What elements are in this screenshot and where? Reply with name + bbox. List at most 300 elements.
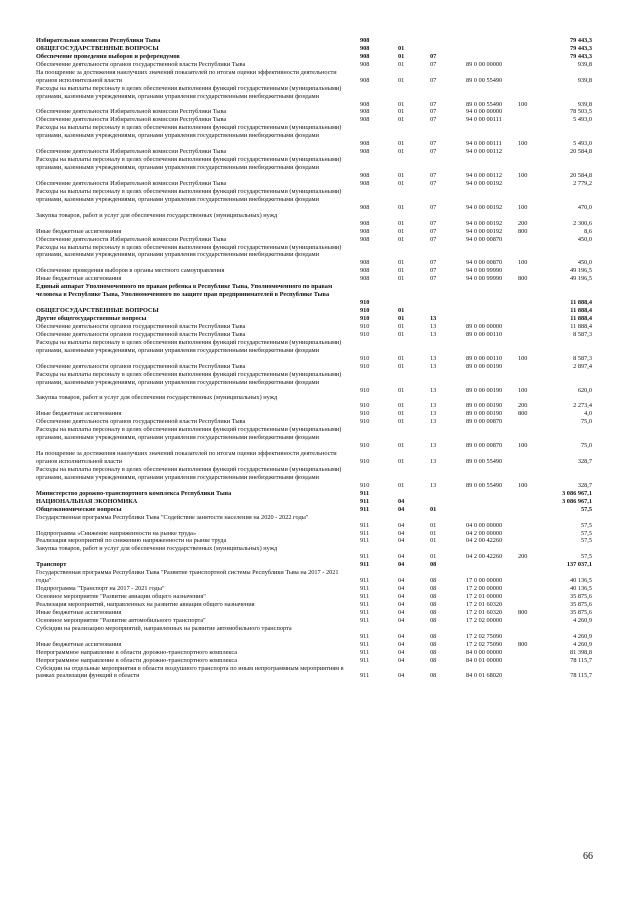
row-expense-type: 200 [518,219,528,227]
row-name: Обеспечение деятельности органов государственной власти Республики Тыва [36,362,246,370]
row-vedomstvo: 910 [360,307,370,315]
row-expense-type: 200 [518,402,528,410]
row-podrazdel: 13 [430,386,437,394]
table-row [36,585,592,593]
row-target: 89 0 00 00110 [466,330,502,338]
table-row [36,625,592,641]
page-number: 66 [583,851,593,862]
row-name: ОБЩЕГОСУДАРСТВЕННЫЕ ВОПРОСЫ [36,307,159,315]
row-sum: 2 300,6 [573,219,592,227]
table-row [36,394,592,410]
row-podrazdel: 07 [430,148,437,156]
row-vedomstvo: 911 [360,553,370,561]
table-row [36,450,592,466]
row-expense-type: 800 [518,227,528,235]
row-vedomstvo: 911 [360,632,370,640]
row-razdel: 01 [398,172,405,180]
row-razdel: 01 [398,60,405,68]
row-vedomstvo: 908 [360,116,370,124]
table-row [36,569,592,585]
row-vedomstvo: 911 [360,672,370,680]
table-row [36,37,592,45]
row-podrazdel: 08 [430,632,437,640]
row-razdel: 01 [398,481,405,489]
row-name: Государственная программа Республики Тыва "Развитие транспортной системы Республики Тыва на 2017 - 2021 годы" [36,569,339,585]
row-razdel: 01 [398,275,405,283]
table-row [36,617,592,625]
row-podrazdel: 01 [430,553,437,561]
row-sum: 35 875,6 [569,600,592,608]
table-row [36,490,592,498]
row-target: 89 0 00 55490 [466,100,503,108]
row-vedomstvo: 910 [360,410,370,418]
row-target: 89 0 00 00190 [466,410,503,418]
table-row [36,180,592,188]
row-sum: 57,5 [580,529,592,537]
row-vedomstvo: 908 [360,44,370,52]
row-target: 89 0 00 00110 [466,354,502,362]
row-podrazdel: 07 [430,172,437,180]
row-name: Расходы на выплаты персоналу в целях обеспечения выполнения функций государственными (муниципальными) органами, казенными учреждениями, органами управления государственными внебюджетными фондами [36,84,342,100]
row-name: Непрограммное направление в области дорожно-транспортного комплекса [36,648,237,656]
row-razdel: 01 [398,386,405,394]
row-expense-type: 800 [518,608,528,616]
row-target: 94 0 00 00192 [466,227,503,235]
row-target: 94 0 00 99990 [466,275,503,283]
row-sum: 4 260,9 [573,616,592,624]
row-vedomstvo: 911 [360,585,370,593]
row-vedomstvo: 908 [360,60,370,68]
row-podrazdel: 07 [430,267,437,275]
row-sum: 79 443,3 [569,37,592,44]
row-sum: 57,5 [580,521,592,529]
row-vedomstvo: 911 [360,521,370,529]
row-sum: 8 587,3 [573,354,592,362]
row-name: Иные бюджетные ассигнования [36,275,122,283]
row-name: Реализация мероприятий, направленных на развитие авиации общего назначения [36,600,255,608]
row-podrazdel: 13 [430,362,437,370]
row-razdel: 04 [398,640,405,648]
row-vedomstvo: 911 [360,648,370,656]
row-sum: 79 443,3 [569,44,592,52]
row-sum: 939,8 [577,100,592,108]
row-sum: 328,7 [577,458,592,466]
row-sum: 2 273,4 [573,402,592,410]
table-row [36,339,592,363]
table-row [36,363,592,371]
table-row [36,148,592,156]
row-vedomstvo: 910 [360,315,370,323]
row-vedomstvo: 910 [360,362,370,370]
row-podrazdel: 13 [430,354,437,362]
row-target: 89 0 00 00190 [466,386,503,394]
row-razdel: 01 [398,140,405,148]
row-name: Обеспечение деятельности Избирательной комиссии Республики Тыва [36,108,227,116]
row-target: 89 0 00 55490 [466,481,503,489]
row-podrazdel: 07 [430,235,437,243]
table-row [36,85,592,109]
table-row [36,530,592,538]
row-vedomstvo: 910 [360,402,370,410]
row-sum: 3 086 967,1 [562,489,592,497]
row-expense-type: 100 [518,172,528,180]
table-row [36,537,592,545]
row-podrazdel: 07 [430,259,437,267]
table-row [36,498,592,506]
row-sum: 470,0 [577,203,592,211]
row-podrazdel: 08 [430,616,437,624]
row-razdel: 01 [398,322,405,330]
row-podrazdel: 08 [430,577,437,585]
row-name: Расходы на выплаты персоналу в целях обеспечения выполнения функций государственными (муниципальными) органами, казенными учреждениями, органами управления государственными внебюджетными фондами [36,465,342,481]
row-expense-type: 200 [518,553,528,561]
row-sum: 137 037,1 [566,561,592,569]
row-razdel: 04 [398,505,405,513]
table-row [36,561,592,569]
row-podrazdel: 07 [430,140,437,148]
row-sum: 5 493,0 [573,116,592,124]
row-name: ОБЩЕГОСУДАРСТВЕННЫЕ ВОПРОСЫ [36,44,159,52]
row-sum: 79 443,3 [569,52,592,60]
row-name: Основное мероприятие "Развитие авиации общего назначения" [36,593,206,601]
row-razdel: 01 [398,315,405,323]
row-target: 94 0 00 00112 [466,148,502,156]
row-name: Закупка товаров, работ и услуг для обеспечения государственных (муниципальных) нужд [36,211,278,219]
table-row [36,418,592,426]
row-name: Основное мероприятие "Развитие автомобильного транспорта" [36,616,206,624]
row-vedomstvo: 910 [360,386,370,394]
row-name: Закупка товаров, работ и услуг для обеспечения государственных (муниципальных) нужд [36,394,278,402]
row-vedomstvo: 911 [360,561,370,569]
row-target: 04 2 00 00000 [466,529,503,537]
row-razdel: 01 [398,116,405,124]
row-name: Субсидии на реализацию мероприятий, направленных на развитие автомобильного транспорта [36,624,292,632]
row-expense-type: 100 [518,203,528,211]
row-vedomstvo: 911 [360,529,370,537]
row-vedomstvo: 908 [360,275,370,283]
row-vedomstvo: 908 [360,267,370,275]
row-sum: 40 136,5 [569,577,592,585]
table-row [36,466,592,490]
row-name: Обеспечение деятельности Избирательной комиссии Республики Тыва [36,148,227,156]
row-name: Обеспечение проведения выборов в органы местного самоуправления [36,267,225,275]
table-row [36,69,592,85]
row-name: На поощрение за достижения наилучших значений показателей по итогам оценки эффективности деятельности органов исполнительной власти [36,450,337,466]
table-row [36,212,592,228]
row-target: 94 0 00 00870 [466,235,503,243]
row-podrazdel: 13 [430,402,437,410]
row-sum: 11 888,4 [570,307,592,315]
row-vedomstvo: 910 [360,481,370,489]
row-podrazdel: 13 [430,315,437,323]
row-vedomstvo: 910 [360,458,370,466]
row-vedomstvo: 908 [360,52,370,60]
row-name: Обеспечение деятельности органов государственной власти Республики Тыва [36,418,246,426]
row-razdel: 01 [398,179,405,187]
row-vedomstvo: 911 [360,656,370,664]
row-name: Расходы на выплаты персоналу в целях обеспечения выполнения функций государственными (муниципальными) органами, казенными учреждениями, органами управления государственными внебюджетными фондами [36,338,342,354]
row-expense-type: 100 [518,259,528,267]
row-sum: 75,0 [580,442,592,450]
row-podrazdel: 13 [430,442,437,450]
row-vedomstvo: 911 [360,505,370,513]
row-vedomstvo: 911 [360,489,370,497]
row-vedomstvo: 911 [360,640,370,648]
row-podrazdel: 01 [430,529,437,537]
row-podrazdel: 13 [430,410,437,418]
row-name: Расходы на выплаты персоналу в целях обеспечения выполнения функций государственными (муниципальными) органами, казенными учреждениями, органами управления государственными внебюджетными фондами [36,124,342,140]
row-sum: 5 493,0 [573,140,592,148]
row-razdel: 01 [398,203,405,211]
row-vedomstvo: 910 [360,330,370,338]
row-sum: 40 136,5 [569,585,592,593]
row-podrazdel: 01 [430,537,437,545]
row-vedomstvo: 910 [360,322,370,330]
row-target: 94 0 00 00192 [466,203,503,211]
row-name: Обеспечение деятельности органов государственной власти Республики Тыва [36,60,246,68]
row-expense-type: 100 [518,100,528,108]
row-vedomstvo: 908 [360,179,370,187]
row-target: 94 0 00 00192 [466,179,503,187]
table-row [36,108,592,116]
row-sum: 328,7 [577,481,592,489]
row-podrazdel: 13 [430,322,437,330]
row-sum: 49 196,5 [569,275,592,283]
row-razdel: 04 [398,585,405,593]
row-podrazdel: 07 [430,60,437,68]
row-name: Избирательная комиссия Республики Тыва [36,37,161,44]
row-razdel: 01 [398,362,405,370]
row-name: Другие общегосударственные вопросы [36,315,147,323]
row-vedomstvo: 910 [360,418,370,426]
row-podrazdel: 07 [430,100,437,108]
row-name: Подпрограмма «Снижение напряженности на рынке труда» [36,529,197,537]
row-target: 04 0 00 00000 [466,521,503,529]
row-vedomstvo: 908 [360,37,370,44]
row-razdel: 04 [398,632,405,640]
row-name: Министерство дорожно-транспортного комплекса Республики Тыва [36,489,232,497]
row-vedomstvo: 908 [360,76,370,84]
row-vedomstvo: 911 [360,608,370,616]
row-target: 17 2 02 00000 [466,616,503,624]
row-expense-type: 100 [518,481,528,489]
row-razdel: 01 [398,44,405,52]
row-razdel: 01 [398,100,405,108]
table-row [36,601,592,609]
row-target: 94 0 00 00870 [466,259,503,267]
row-sum: 939,8 [577,76,592,84]
row-sum: 8 587,3 [573,330,592,338]
row-name: Расходы на выплаты персоналу в целях обеспечения выполнения функций государственными (муниципальными) органами, казенными учреждениями, органами управления государственными внебюджетными фондами [36,156,342,172]
row-name: На поощрение за достижения наилучших значений показателей по итогам оценки эффективности деятельности органов исполнительной власти [36,68,337,84]
row-vedomstvo: 910 [360,354,370,362]
row-razdel: 04 [398,656,405,664]
row-name: Реализация мероприятий по снижению напряженности на рынке труда [36,537,227,545]
row-vedomstvo: 911 [360,497,370,505]
row-target: 94 0 00 00112 [466,172,502,180]
row-razdel: 01 [398,227,405,235]
row-razdel: 01 [398,259,405,267]
row-expense-type: 800 [518,410,528,418]
row-razdel: 01 [398,418,405,426]
row-target: 17 0 00 00000 [466,577,503,585]
row-target: 17 2 00 00000 [466,585,503,593]
row-sum: 620,0 [577,386,592,394]
row-podrazdel: 08 [430,640,437,648]
row-vedomstvo: 911 [360,616,370,624]
row-target: 89 0 00 55490 [466,458,503,466]
table-row [36,514,592,530]
row-name: Единый аппарат Уполномоченного по правам ребенка в Республике Тыва, Уполномоченного по правам человека в Республике Тыва, Уполномоченного по защите прав предпринимателей в Республике Тыва [36,283,333,299]
row-sum: 3 086 967,1 [562,497,592,505]
table-row [36,649,592,657]
row-razdel: 01 [398,410,405,418]
row-vedomstvo: 908 [360,235,370,243]
row-razdel: 04 [398,521,405,529]
row-podrazdel: 07 [430,219,437,227]
row-razdel: 04 [398,593,405,601]
row-target: 17 2 01 00000 [466,593,503,601]
row-podrazdel: 08 [430,648,437,656]
row-vedomstvo: 911 [360,600,370,608]
row-target: 89 0 00 00870 [466,418,503,426]
row-name: Иные бюджетные ассигнования [36,640,122,648]
row-name: Государственная программа Республики Тыва "Содействие занятости населения на 2020 - 2022 годы" [36,513,309,521]
row-name: НАЦИОНАЛЬНАЯ ЭКОНОМИКА [36,497,138,505]
table-row [36,371,592,395]
table-row [36,275,592,283]
row-vedomstvo: 908 [360,140,370,148]
row-name: Иные бюджетные ассигнования [36,227,122,235]
row-expense-type: 100 [518,442,528,450]
table-row [36,323,592,331]
row-sum: 939,8 [577,60,592,68]
row-name: Расходы на выплаты персоналу в целях обеспечения выполнения функций государственными (муниципальными) органами, казенными учреждениями, органами управления государственными внебюджетными фондами [36,187,342,203]
row-razdel: 04 [398,608,405,616]
row-vedomstvo: 911 [360,593,370,601]
row-name: Обеспечение деятельности Избирательной комиссии Республики Тыва [36,235,227,243]
row-sum: 8,6 [584,227,592,235]
row-podrazdel: 13 [430,418,437,426]
table-row [36,307,592,315]
table-row [36,116,592,124]
row-expense-type: 100 [518,354,528,362]
table-row [36,609,592,617]
row-sum: 49 196,5 [569,267,592,275]
row-sum: 2 897,4 [573,362,592,370]
row-razdel: 01 [398,267,405,275]
row-razdel: 01 [398,458,405,466]
table-row [36,426,592,450]
row-name: Расходы на выплаты персоналу в целях обеспечения выполнения функций государственными (муниципальными) органами, казенными учреждениями, органами управления государственными внебюджетными фондами [36,243,342,259]
row-sum: 35 875,6 [569,608,592,616]
row-razdel: 04 [398,616,405,624]
row-podrazdel: 07 [430,108,437,116]
row-podrazdel: 08 [430,585,437,593]
row-sum: 35 875,6 [569,593,592,601]
row-podrazdel: 13 [430,481,437,489]
row-sum: 450,0 [577,259,592,267]
row-name: Обеспечение деятельности Избирательной комиссии Республики Тыва [36,116,227,124]
row-podrazdel: 07 [430,275,437,283]
row-razdel: 01 [398,402,405,410]
row-podrazdel: 07 [430,179,437,187]
row-vedomstvo: 908 [360,227,370,235]
row-expense-type: 800 [518,640,528,648]
row-vedomstvo: 908 [360,100,370,108]
row-podrazdel: 07 [430,227,437,235]
row-sum: 4,0 [584,410,592,418]
row-podrazdel: 08 [430,608,437,616]
row-podrazdel: 01 [430,505,437,513]
row-razdel: 04 [398,497,405,505]
row-target: 89 0 00 00190 [466,402,503,410]
row-target: 89 0 00 00000 [466,322,503,330]
row-sum: 57,5 [580,505,592,513]
row-target: 89 0 00 00870 [466,442,503,450]
row-name: Общеэкономические вопросы [36,505,122,513]
row-sum: 20 584,8 [569,148,592,156]
row-target: 94 0 00 00000 [466,108,503,116]
row-razdel: 01 [398,108,405,116]
row-name: Обеспечение деятельности Избирательной комиссии Республики Тыва [36,179,227,187]
row-razdel: 04 [398,553,405,561]
row-sum: 11 888,4 [570,322,592,330]
row-razdel: 01 [398,330,405,338]
table-row [36,45,592,53]
row-podrazdel: 13 [430,330,437,338]
table-row [36,188,592,212]
table-row [36,657,592,665]
row-razdel: 01 [398,52,405,60]
table-row [36,267,592,275]
row-name: Транспорт [36,561,67,569]
row-razdel: 04 [398,600,405,608]
row-target: 94 0 00 00111 [466,116,502,124]
table-row [36,244,592,268]
row-target: 89 0 00 00190 [466,362,503,370]
row-sum: 11 888,4 [570,315,592,323]
row-podrazdel: 07 [430,52,437,60]
row-target: 89 0 00 00000 [466,60,503,68]
row-podrazdel: 08 [430,593,437,601]
row-name: Расходы на выплаты персоналу в целях обеспечения выполнения функций государственными (муниципальными) органами, казенными учреждениями, органами управления государственными внебюджетными фондами [36,370,342,386]
row-sum: 450,0 [577,235,592,243]
row-podrazdel: 07 [430,116,437,124]
row-target: 17 2 01 60320 [466,600,503,608]
row-sum: 78 115,7 [570,656,592,664]
table-row [36,283,592,307]
row-razdel: 04 [398,672,405,680]
row-target: 84 0 01 00000 [466,656,503,664]
row-podrazdel: 08 [430,561,437,569]
row-sum: 2 779,2 [573,179,592,187]
row-vedomstvo: 910 [360,299,370,307]
table-row [36,156,592,180]
row-target: 94 0 00 00192 [466,219,503,227]
row-vedomstvo: 908 [360,219,370,227]
row-podrazdel: 08 [430,600,437,608]
table-row [36,410,592,418]
row-vedomstvo: 911 [360,537,370,545]
row-target: 84 0 00 00000 [466,648,503,656]
row-name: Обеспечение деятельности органов государственной власти Республики Тыва [36,330,246,338]
table-row [36,53,592,61]
row-sum: 57,5 [580,553,592,561]
row-razdel: 04 [398,648,405,656]
table-row [36,315,592,323]
row-name: Закупка товаров, работ и услуг для обеспечения государственных (муниципальных) нужд [36,545,278,553]
